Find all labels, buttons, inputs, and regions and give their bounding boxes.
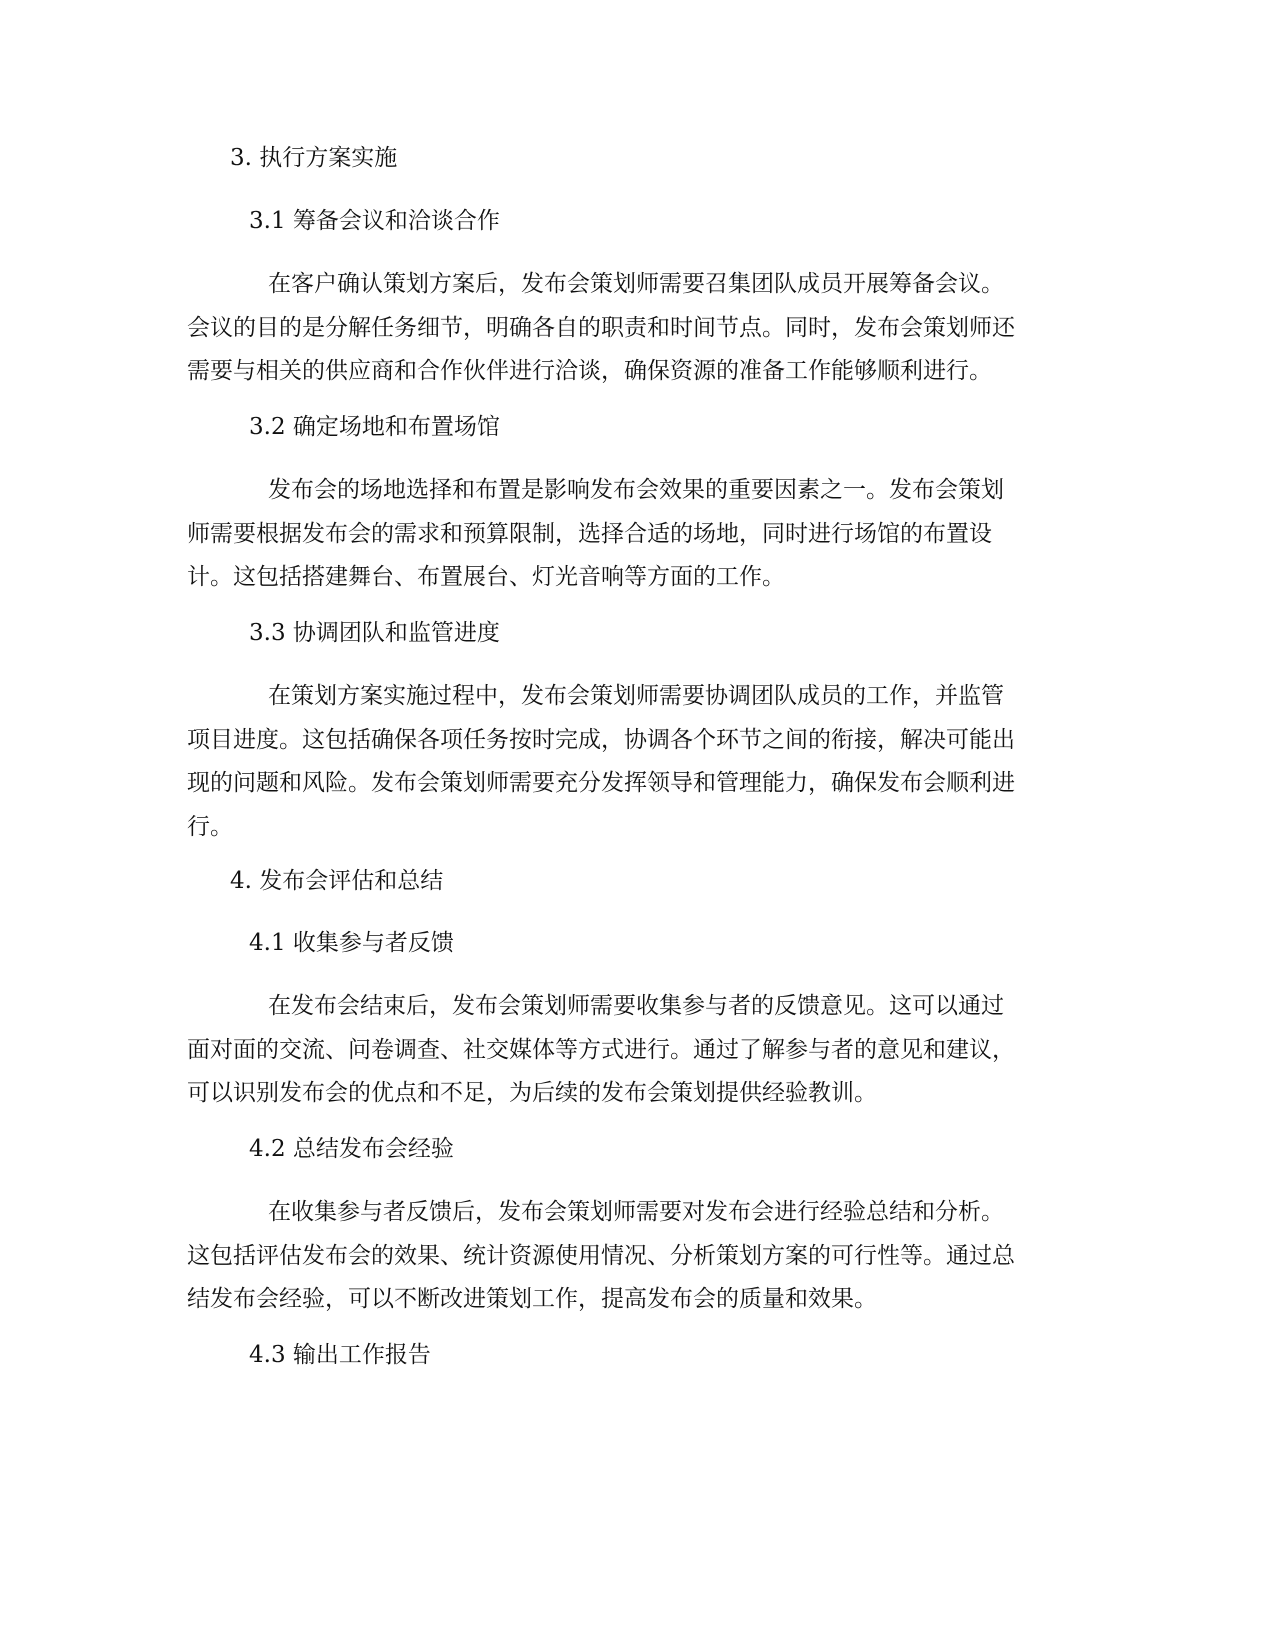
paragraph-line: 在策划方案实施过程中，发布会策划师需要协调团队成员的工作，并监管 <box>268 683 1004 709</box>
paragraph-line: 现的问题和风险。发布会策划师需要充分发挥领导和管理能力，确保发布会顺利进 <box>187 770 1015 796</box>
paragraph-line: 面对面的交流、问卷调查、社交媒体等方式进行。通过了解参与者的意见和建议， <box>187 1036 1015 1063</box>
subsection-heading-4-1: 4.1 收集参与者反馈 <box>249 930 454 956</box>
paragraph-3-2 <box>187 469 1087 600</box>
paragraph-3-1 <box>187 263 1087 394</box>
paragraph-line: 会议的目的是分解任务细节，明确各自的职责和时间节点。同时，发布会策划师还 <box>187 314 1015 341</box>
paragraph-line: 计。这包括搭建舞台、布置展台、灯光音响等方面的工作。 <box>187 564 785 590</box>
subsection-heading-3-3: 3.3 协调团队和监管进度 <box>249 620 500 646</box>
paragraph-line: 发布会的场地选择和布置是影响发布会效果的重要因素之一。发布会策划 <box>268 477 1004 503</box>
subsection-heading-3-2: 3.2 确定场地和布置场馆 <box>249 414 500 440</box>
paragraph-line: 在收集参与者反馈后，发布会策划师需要对发布会进行经验总结和分析。 <box>268 1199 1004 1225</box>
paragraph-line: 可以识别发布会的优点和不足，为后续的发布会策划提供经验教训。 <box>187 1080 877 1106</box>
paragraph-4-1 <box>187 985 1087 1116</box>
paragraph-line: 这包括评估发布会的效果、统计资源使用情况、分析策划方案的可行性等。通过总 <box>187 1242 1015 1269</box>
paragraph-line: 需要与相关的供应商和合作伙伴进行洽谈，确保资源的准备工作能够顺利进行。 <box>187 358 992 384</box>
subsection-heading-4-2: 4.2 总结发布会经验 <box>249 1136 454 1162</box>
subsection-heading-3-1: 3.1 筹备会议和洽谈合作 <box>249 208 500 234</box>
subsection-heading-4-3: 4.3 输出工作报告 <box>249 1342 431 1368</box>
section-heading-4: 4. 发布会评估和总结 <box>230 868 444 894</box>
paragraph-line: 项目进度。这包括确保各项任务按时完成，协调各个环节之间的衔接，解决可能出 <box>187 726 1015 753</box>
paragraph-line: 结发布会经验，可以不断改进策划工作，提高发布会的质量和效果。 <box>187 1286 877 1312</box>
paragraph-4-2 <box>187 1191 1087 1322</box>
paragraph-line: 行。 <box>187 813 233 840</box>
paragraph-3-3 <box>187 675 1087 849</box>
paragraph-line: 师需要根据发布会的需求和预算限制，选择合适的场地，同时进行场馆的布置设 <box>187 520 992 547</box>
section-heading-3: 3. 执行方案实施 <box>230 145 398 171</box>
paragraph-line: 在客户确认策划方案后，发布会策划师需要召集团队成员开展筹备会议。 <box>268 271 1004 297</box>
paragraph-line: 在发布会结束后，发布会策划师需要收集参与者的反馈意见。这可以通过 <box>268 993 1004 1019</box>
